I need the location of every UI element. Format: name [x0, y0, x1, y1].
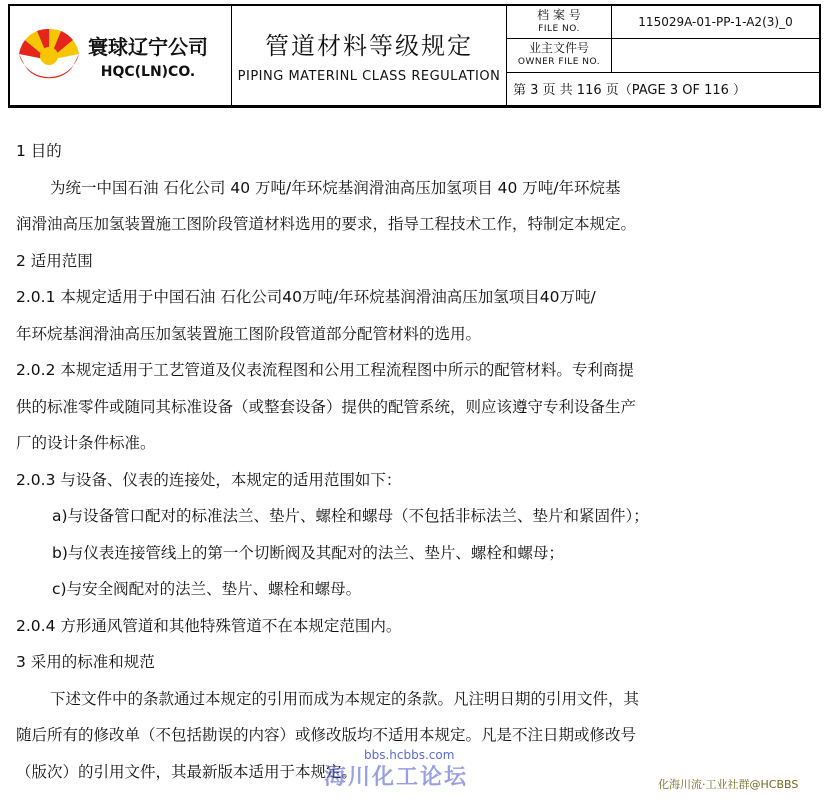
document-body — [16, 133, 806, 790]
section-heading-1: 1 目的 — [16, 142, 62, 160]
file-no-label-cn: 档 案 号 — [537, 8, 581, 23]
page-number: 第 3 页 共 116 页（PAGE 3 OF 116 ） — [507, 73, 819, 106]
company-name-en: HQC(LN)CO. — [100, 63, 196, 80]
list-item-a: a)与设备管口配对的标准法兰、垫片、螺栓和螺母（不包括非标法兰、垫片和紧固件）； — [52, 507, 649, 525]
paragraph-line: 随后所有的修改单（不包括勘误的内容）或修改版均不适用本规定。凡是不注日期或修改号 — [16, 726, 637, 744]
list-item-c: c)与安全阀配对的法兰、垫片、螺栓和螺母。 — [52, 580, 362, 598]
file-no-label-en: FILE NO. — [538, 24, 580, 35]
paragraph-line: 润滑油高压加氢装置施工图阶段管道材料选用的要求，指导工程技术工作，特制定本规定。 — [16, 215, 637, 233]
company-name — [88, 31, 208, 80]
paragraph-line: （版次）的引用文件，其最新版本适用于本规定。 — [16, 762, 358, 781]
file-no-value: 115029A-01-PP-1-A2(3)_0 — [612, 6, 819, 39]
watermark-forum: 海川化工论坛 — [324, 765, 469, 790]
owner-file-label-cn: 业主文件号 — [528, 41, 589, 56]
list-item-b: b)与仪表连接管线上的第一个切断阀及其配对的法兰、垫片、螺栓和螺母； — [52, 543, 564, 562]
clause-2-0-3: 2.0.3 与设备、仪表的连接处，本规定的适用范围如下： — [16, 470, 402, 489]
document-title-en: PIPING MATERINL CLASS REGULATION — [237, 69, 501, 85]
watermark-corner: 化海川流·工业社群@HCBBS — [658, 778, 799, 791]
owner-file-label — [507, 39, 612, 72]
owner-file-label-en: OWNER FILE NO. — [517, 57, 601, 68]
owner-file-value — [612, 39, 819, 72]
paragraph-line: 为统一中国石油 石化公司 40 万吨/年环烷基润滑油高压加氢项目 40 万吨/年环烷基 — [50, 178, 621, 197]
clause-2-0-1: 2.0.1 本规定适用于中国石油 石化公司40万吨/年环烷基润滑油高压加氢项目40万吨/ — [16, 288, 596, 306]
paragraph-line: 下述文件中的条款通过本规定的引用而成为本规定的条款。凡注明日期的引用文件，其 — [50, 689, 640, 708]
file-no-label — [507, 6, 612, 39]
document-header — [8, 4, 821, 108]
paragraph-line: 厂的设计条件标准。 — [16, 434, 156, 452]
document-title-block — [232, 6, 507, 106]
watermark-url: bbs.hcbbs.com — [364, 748, 455, 762]
paragraph-line: 年环烷基润滑油高压加氢装置施工图阶段管道部分配管材料的选用。 — [16, 324, 482, 343]
clause-2-0-4: 2.0.4 方形通风管道和其他特殊管道不在本规定范围内。 — [16, 616, 402, 635]
document-title-cn: 管道材料等级规定 — [265, 32, 473, 61]
company-logo-block — [10, 6, 232, 106]
paragraph-line: 供的标准零件或随同其标准设备（或整套设备）提供的配管系统，则应该遵守专利设备生产 — [16, 397, 637, 416]
company-name-cn: 寰球辽宁公司 — [88, 34, 208, 59]
section-heading-2: 2 适用范围 — [16, 251, 93, 270]
clause-2-0-2: 2.0.2 本规定适用于工艺管道及仪表流程图和公用工程流程图中所示的配管材料。专利商提 — [16, 361, 634, 379]
section-heading-3: 3 采用的标准和规范 — [16, 653, 155, 671]
petrochina-logo-icon — [16, 22, 82, 88]
